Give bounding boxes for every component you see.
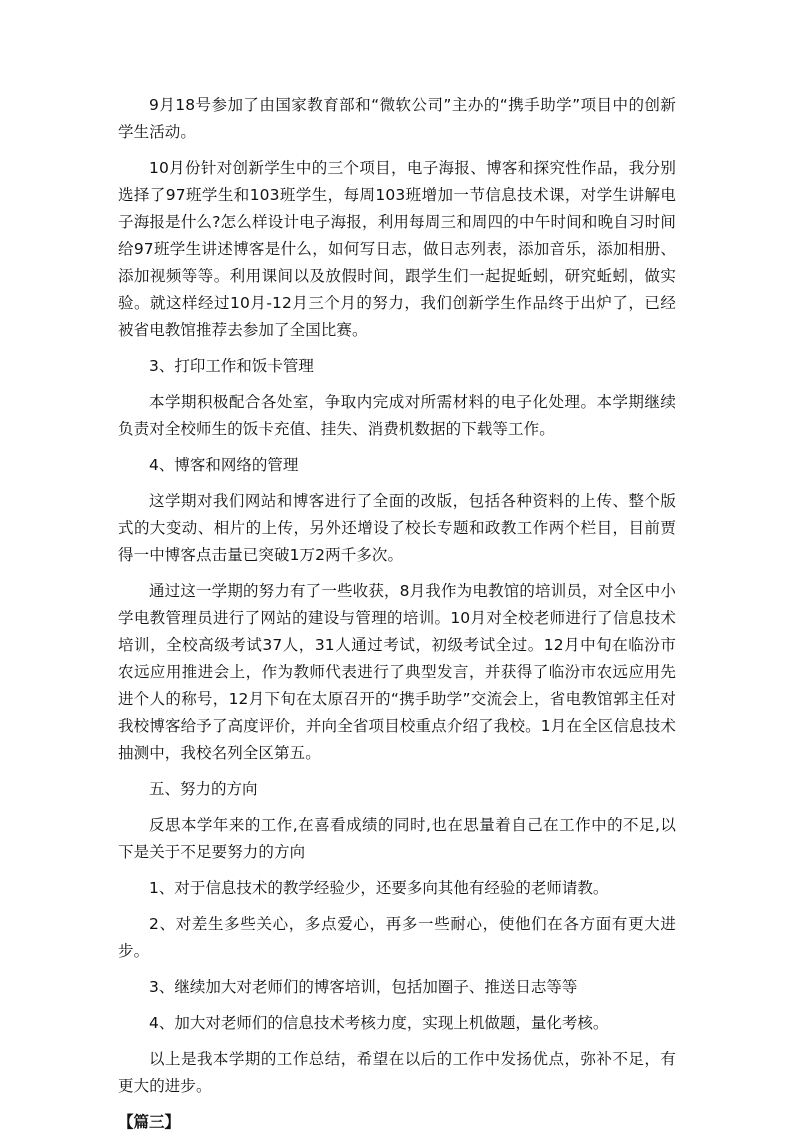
heading-printing-meal-card: 3、打印工作和饭卡管理 [149, 357, 314, 375]
paragraph-reflection: 反思本学年来的工作,在喜看成绩的同时,也在思量着自己在工作中的不足,以下是关于不足要努力的方向 [118, 816, 676, 861]
paragraph-achievements: 通过这一学期的努力有了一些收获，8月我作为电教馆的培训员，对全区中小学电教管理员进行了网站的建设与管理的培训。10月对全校老师进行了信息技术培训，全校高级考试37人，31人通过考试，初级考试全过。12月中旬在临汾市农远应用推进会上，作为教师代表进行了典型发言，并获得了临汾市农远应用先进个人的称号，12月下旬在太原召开的“携手助学”交流会上，省电教馆郭主任对我校博客给予了高度评价，并向全省项目校重点介绍了我校。1月在全区信息技术抽测中，我校名列全区第五。 [118, 582, 676, 762]
paragraph-innovation-event: 9月18号参加了由国家教育部和“微软公司”主办的“携手助学”项目中的创新学生活动。 [118, 96, 676, 141]
list-item-2: 2、对差生多些关心，多点爱心，再多一些耐心，使他们在各方面有更大进步。 [118, 915, 676, 960]
paragraph-printing-meal-card: 本学期积极配合各处室，争取内完成对所需材料的电子化处理。本学期继续负责对全校师生的饭卡充值、挂失、消费机数据的下载等工作。 [118, 393, 676, 438]
document-page [118, 92, 676, 1136]
list-item-3: 3、继续加大对老师们的博客培训，包括加圈子、推送日志等等 [149, 978, 578, 996]
list-item-1: 1、对于信息技术的教学经验少，还要多向其他有经验的老师请教。 [149, 879, 609, 897]
paragraph-blog-revision: 这学期对我们网站和博客进行了全面的改版，包括各种资料的上传、整个版式的大变动、相片的上传，另外还增设了校长专题和政教工作两个栏目，目前贾得一中博客点击量已突破1万2两千多次。 [118, 492, 676, 564]
list-item-4: 4、加大对老师们的信息技术考核力度，实现上机做题，量化考核。 [149, 1014, 609, 1032]
section-label: 【篇三】 [118, 1113, 181, 1131]
paragraph-innovation-projects: 10月份针对创新学生中的三个项目，电子海报、博客和探究性作品，我分别选择了97班学生和103班学生，每周103班增加一节信息技术课，对学生讲解电子海报是什么?怎么样设计电子海报，利用每周三和周四的中午时间和晚自习时间给97班学生讲述博客是什么，如何写日志，做日志列表，添加音乐，添加相册、添加视频等等。利用课间以及放假时间，跟学生们一起捉蚯蚓，研究蚯蚓，做实验。就这样经过10月-12月三个月的努力，我们创新学生作品终于出炉了，已经被省电教馆推荐去参加了全国比赛。 [118, 159, 676, 339]
paragraph-conclusion: 以上是我本学期的工作总结，希望在以后的工作中发扬优点，弥补不足，有更大的进步。 [118, 1050, 676, 1095]
heading-blog-network: 4、博客和网络的管理 [149, 456, 299, 474]
heading-direction: 五、努力的方向 [149, 780, 258, 798]
